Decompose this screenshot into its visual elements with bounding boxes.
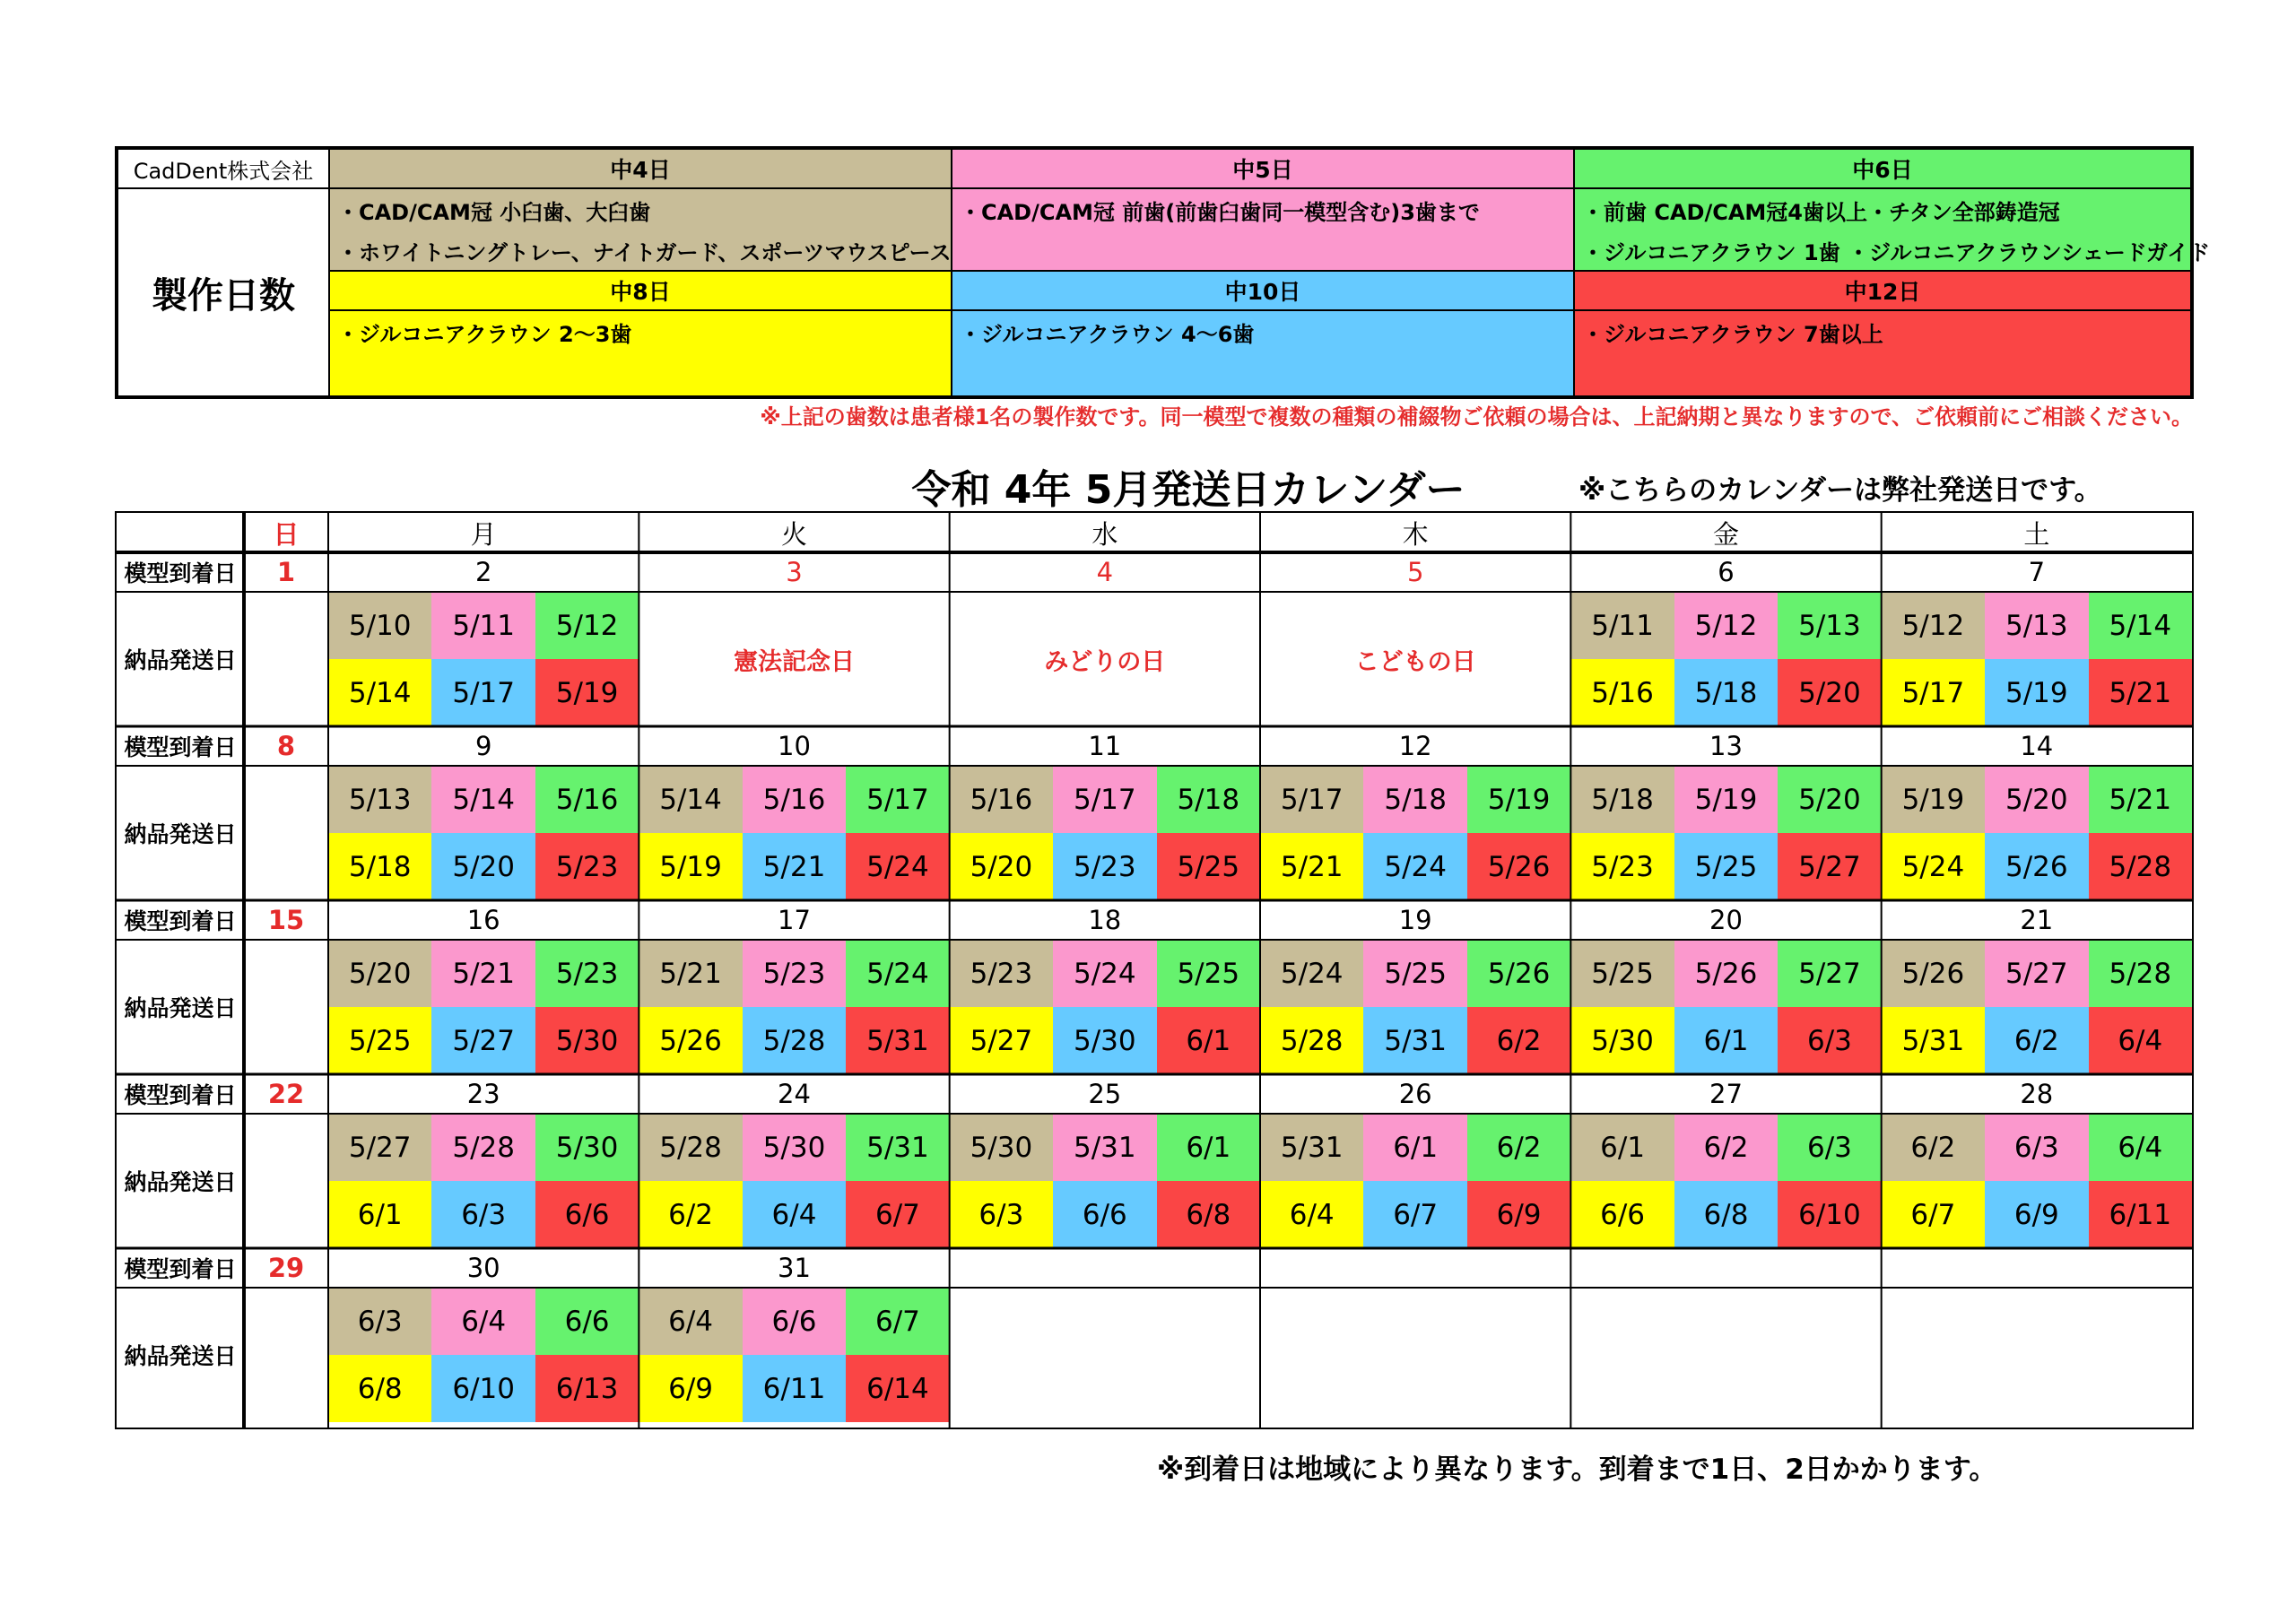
ship-date: 5/18: [1363, 766, 1466, 833]
ship-date: 5/14: [639, 766, 742, 833]
ship-date: 6/4: [2089, 1007, 2192, 1074]
ship-date: 5/30: [535, 1114, 639, 1181]
ship-date: 5/25: [1157, 833, 1260, 900]
arrival-date: 24: [778, 1079, 811, 1109]
ship-date: 6/6: [1570, 1181, 1674, 1248]
sunday-date: 15: [267, 905, 305, 935]
ship-date: 5/27: [1778, 833, 1881, 900]
group-header-6days: 中6日: [1575, 150, 2190, 189]
row-label-ship: 納品発送日: [124, 1169, 237, 1195]
arrival-date: 4: [1096, 557, 1114, 587]
ship-date: 6/2: [1674, 1114, 1778, 1181]
arrival-date: 11: [1088, 731, 1122, 761]
ship-date: 5/21: [639, 940, 742, 1007]
ship-date: 5/27: [950, 1007, 1053, 1074]
group-item: ・前歯 CAD/CAM冠4歯以上・チタン全部鋳造冠: [1582, 199, 2060, 225]
group-item: ・ジルコニアクラウン 7歯以上: [1582, 321, 1883, 347]
arrival-date: 31: [778, 1253, 811, 1283]
group-item: ・ジルコニアクラウン 1歯 ・ジルコニアクラウンシェードガイド: [1582, 239, 2211, 265]
ship-date: 5/31: [1363, 1007, 1466, 1074]
ship-date: 5/30: [535, 1007, 639, 1074]
production-days-table: [115, 146, 2211, 399]
weekday-header: 火: [780, 518, 807, 550]
ship-date: 5/26: [1674, 940, 1778, 1007]
ship-date: 6/1: [1157, 1007, 1260, 1074]
row-label-ship: 納品発送日: [124, 1343, 237, 1369]
sunday-date: 29: [267, 1253, 305, 1283]
ship-date: 5/10: [328, 592, 431, 659]
weekday-header: 水: [1091, 518, 1118, 550]
arrival-date: 20: [1709, 905, 1743, 935]
ship-date: 6/4: [639, 1288, 742, 1355]
ship-date: 5/27: [328, 1114, 431, 1181]
ship-date: 6/8: [1157, 1181, 1260, 1248]
group-item: ・CAD/CAM冠 前歯(前歯臼歯同一模型含む)3歯まで: [960, 199, 1480, 225]
ship-date: 5/13: [328, 766, 431, 833]
arrival-date: 18: [1088, 905, 1122, 935]
ship-date: 5/25: [1157, 940, 1260, 1007]
ship-date: 6/6: [535, 1181, 639, 1248]
ship-date: 5/20: [431, 833, 535, 900]
ship-date: 5/20: [950, 833, 1053, 900]
ship-date: 6/10: [1778, 1181, 1881, 1248]
weekday-header: 木: [1402, 518, 1429, 550]
calendar-grid-lines: [117, 513, 2192, 1428]
ship-date: 5/26: [639, 1007, 742, 1074]
group-item: ・ジルコニアクラウン 2～3歯: [337, 321, 632, 347]
ship-date: 5/26: [1985, 833, 2088, 900]
ship-date: 5/27: [431, 1007, 535, 1074]
ship-date: 5/18: [328, 833, 431, 900]
arrival-date: 13: [1709, 731, 1743, 761]
ship-date: 6/2: [1467, 1114, 1570, 1181]
ship-date: 6/1: [1363, 1114, 1466, 1181]
ship-date: 6/7: [1882, 1181, 1985, 1248]
ship-date: 5/20: [1985, 766, 2088, 833]
ship-date: 5/21: [2089, 659, 2192, 726]
ship-date: 5/24: [1053, 940, 1156, 1007]
ship-date: 5/30: [1053, 1007, 1156, 1074]
ship-date: 5/23: [1053, 833, 1156, 900]
ship-date: 5/21: [431, 940, 535, 1007]
arrival-date: 17: [778, 905, 811, 935]
ship-date: 6/2: [1882, 1114, 1985, 1181]
ship-date: 5/17: [431, 659, 535, 726]
ship-date: 6/8: [1674, 1181, 1778, 1248]
ship-date: 5/17: [846, 766, 949, 833]
ship-date: 6/6: [743, 1288, 846, 1355]
ship-date: 6/1: [1157, 1114, 1260, 1181]
ship-date: 5/18: [1674, 659, 1778, 726]
ship-date: 5/16: [535, 766, 639, 833]
ship-date: 5/20: [328, 940, 431, 1007]
ship-date: 5/16: [743, 766, 846, 833]
group-header-12days: 中12日: [1575, 272, 2190, 311]
arrival-footnote: ※到着日は地域により異なります。到着まで1日、2日かかります。: [1157, 1453, 1997, 1486]
ship-date: 6/1: [328, 1181, 431, 1248]
arrival-date: 23: [466, 1079, 500, 1109]
ship-date: 5/20: [1778, 659, 1881, 726]
ship-date: 5/19: [1467, 766, 1570, 833]
ship-date: 5/30: [950, 1114, 1053, 1181]
group-header-10days: 中10日: [952, 272, 1575, 311]
ship-date: 6/3: [1985, 1114, 2088, 1181]
ship-date: 6/9: [1985, 1181, 2088, 1248]
ship-date: 6/10: [431, 1355, 535, 1422]
ship-date: 6/4: [743, 1181, 846, 1248]
ship-date: 6/1: [1674, 1007, 1778, 1074]
ship-date: 5/23: [950, 940, 1053, 1007]
arrival-date: 28: [2020, 1079, 2054, 1109]
ship-date: 5/31: [846, 1114, 949, 1181]
row-label-arrival: 模型到着日: [124, 1082, 237, 1108]
row-label-arrival: 模型到着日: [124, 734, 237, 760]
group-header-8days: 中8日: [330, 272, 952, 311]
ship-date: 6/1: [1570, 1114, 1674, 1181]
ship-date: 5/17: [1882, 659, 1985, 726]
ship-date: 6/3: [431, 1181, 535, 1248]
ship-date: 6/3: [1778, 1007, 1881, 1074]
ship-date: 5/14: [328, 659, 431, 726]
ship-date: 6/2: [1985, 1007, 2088, 1074]
ship-date: 5/21: [1260, 833, 1363, 900]
ship-date: 5/25: [1674, 833, 1778, 900]
ship-date: 5/21: [743, 833, 846, 900]
ship-date: 5/17: [1260, 766, 1363, 833]
ship-date: 5/16: [950, 766, 1053, 833]
group-body-10days: [952, 311, 1575, 395]
ship-date: 5/24: [1260, 940, 1363, 1007]
ship-date: 5/17: [1053, 766, 1156, 833]
ship-date: 5/19: [1882, 766, 1985, 833]
ship-date: 5/12: [535, 592, 639, 659]
ship-date: 5/14: [431, 766, 535, 833]
holiday-label: こどもの日: [1354, 647, 1476, 676]
ship-date: 5/31: [1882, 1007, 1985, 1074]
weekday-header: 金: [1712, 518, 1739, 550]
ship-date: 5/11: [1570, 592, 1674, 659]
production-days-label: 製作日数: [118, 189, 330, 395]
ship-date: 5/25: [1363, 940, 1466, 1007]
ship-date: 5/24: [846, 940, 949, 1007]
ship-date: 5/19: [1674, 766, 1778, 833]
ship-date: 6/11: [743, 1355, 846, 1422]
group-body-4days: [330, 189, 952, 272]
ship-date: 5/26: [1467, 833, 1570, 900]
holiday-label: 憲法記念日: [733, 647, 855, 676]
production-note: ※上記の歯数は患者様1名の製作数です。同一模型で複数の種類の補綴物ご依頼の場合は、上記納期と異なりますので、ご依頼前にご相談ください。: [760, 404, 2193, 430]
ship-date: 5/23: [535, 940, 639, 1007]
sunday-date: 1: [276, 557, 296, 587]
ship-date: 6/2: [1467, 1007, 1570, 1074]
arrival-date: 26: [1398, 1079, 1432, 1109]
ship-date: 5/27: [1985, 940, 2088, 1007]
ship-date: 5/25: [328, 1007, 431, 1074]
calendar-subtitle: ※こちらのカレンダーは弊社発送日です。: [1578, 473, 2102, 507]
ship-date: 6/8: [328, 1355, 431, 1422]
ship-date: 5/28: [2089, 940, 2192, 1007]
ship-date: 6/9: [1467, 1181, 1570, 1248]
ship-date: 6/4: [2089, 1114, 2192, 1181]
ship-date: 5/24: [1363, 833, 1466, 900]
ship-date: 6/11: [2089, 1181, 2192, 1248]
ship-date: 6/7: [846, 1181, 949, 1248]
ship-date: 5/25: [1570, 940, 1674, 1007]
ship-date: 5/19: [639, 833, 742, 900]
arrival-date: 16: [466, 905, 500, 935]
ship-date: 6/3: [950, 1181, 1053, 1248]
ship-date: 5/12: [1882, 592, 1985, 659]
calendar-title: 令和 4年 5月発送日カレンダー: [911, 467, 1465, 513]
sunday-date: 8: [276, 731, 296, 761]
arrival-date: 21: [2020, 905, 2054, 935]
ship-date: 5/19: [535, 659, 639, 726]
row-label-ship: 納品発送日: [124, 995, 237, 1021]
row-label-ship: 納品発送日: [124, 821, 237, 847]
arrival-date: 2: [474, 557, 492, 587]
arrival-date: 6: [1718, 557, 1735, 587]
arrival-date: 10: [778, 731, 811, 761]
ship-date: 5/31: [1053, 1114, 1156, 1181]
ship-date: 5/14: [2089, 592, 2192, 659]
ship-date: 5/23: [535, 833, 639, 900]
weekday-header: 日: [273, 518, 300, 550]
ship-date: 6/3: [1778, 1114, 1881, 1181]
ship-date: 5/28: [1260, 1007, 1363, 1074]
ship-date: 5/20: [1778, 766, 1881, 833]
ship-date: 5/16: [1570, 659, 1674, 726]
ship-date: 6/7: [1363, 1181, 1466, 1248]
company-name: CadDent株式会社: [118, 150, 330, 189]
ship-date: 5/18: [1157, 766, 1260, 833]
ship-date: 5/24: [1882, 833, 1985, 900]
ship-date: 6/4: [1260, 1181, 1363, 1248]
ship-date: 5/18: [1570, 766, 1674, 833]
shipping-calendar: [115, 511, 2194, 1429]
ship-date: 5/21: [2089, 766, 2192, 833]
ship-date: 5/28: [2089, 833, 2192, 900]
ship-date: 6/9: [639, 1355, 742, 1422]
group-body-8days: [330, 311, 952, 395]
ship-date: 6/4: [431, 1288, 535, 1355]
ship-date: 5/28: [743, 1007, 846, 1074]
group-header-5days: 中5日: [952, 150, 1575, 189]
ship-date: 5/31: [1260, 1114, 1363, 1181]
ship-date: 5/24: [846, 833, 949, 900]
ship-date: 5/23: [1570, 833, 1674, 900]
ship-date: 5/13: [1985, 592, 2088, 659]
ship-date: 5/30: [743, 1114, 846, 1181]
ship-date: 5/26: [1882, 940, 1985, 1007]
row-label-arrival: 模型到着日: [124, 908, 237, 934]
ship-date: 5/26: [1467, 940, 1570, 1007]
arrival-date: 9: [474, 731, 492, 761]
row-label-arrival: 模型到着日: [124, 1256, 237, 1282]
group-body-12days: [1575, 311, 2190, 395]
ship-date: 5/23: [743, 940, 846, 1007]
group-item: ・ホワイトニングトレー、ナイトガード、スポーツマウスピース: [337, 239, 952, 265]
ship-date: 5/27: [1778, 940, 1881, 1007]
ship-date: 5/28: [431, 1114, 535, 1181]
weekday-header: 月: [470, 518, 497, 550]
group-header-4days: 中4日: [330, 150, 952, 189]
group-body-6days: [1575, 189, 2211, 272]
arrival-date: 3: [786, 557, 803, 587]
sunday-date: 22: [267, 1079, 305, 1109]
arrival-date: 12: [1398, 731, 1432, 761]
arrival-date: 27: [1709, 1079, 1743, 1109]
ship-date: 5/28: [639, 1114, 742, 1181]
group-item: ・CAD/CAM冠 小臼歯、大臼歯: [337, 199, 651, 225]
ship-date: 6/14: [846, 1355, 949, 1422]
ship-date: 6/13: [535, 1355, 639, 1422]
ship-date: 5/30: [1570, 1007, 1674, 1074]
arrival-date: 30: [466, 1253, 500, 1283]
ship-date: 6/7: [846, 1288, 949, 1355]
ship-date: 5/13: [1778, 592, 1881, 659]
ship-date: 6/6: [535, 1288, 639, 1355]
row-label-ship: 納品発送日: [124, 647, 237, 673]
ship-date: 6/6: [1053, 1181, 1156, 1248]
ship-date: 6/2: [639, 1181, 742, 1248]
arrival-date: 25: [1088, 1079, 1122, 1109]
ship-date: 5/19: [1985, 659, 2088, 726]
arrival-date: 14: [2020, 731, 2054, 761]
holiday-label: みどりの日: [1044, 647, 1166, 676]
group-body-5days: [952, 189, 1575, 272]
ship-date: 5/11: [431, 592, 535, 659]
group-item: ・ジルコニアクラウン 4～6歯: [960, 321, 1255, 347]
arrival-date: 7: [2028, 557, 2046, 587]
row-label-arrival: 模型到着日: [124, 560, 237, 586]
arrival-date: 19: [1398, 905, 1432, 935]
arrival-date: 5: [1406, 557, 1424, 587]
ship-date: 6/3: [328, 1288, 431, 1355]
weekday-header: 土: [2023, 518, 2050, 550]
ship-date: 5/12: [1674, 592, 1778, 659]
ship-date: 5/31: [846, 1007, 949, 1074]
